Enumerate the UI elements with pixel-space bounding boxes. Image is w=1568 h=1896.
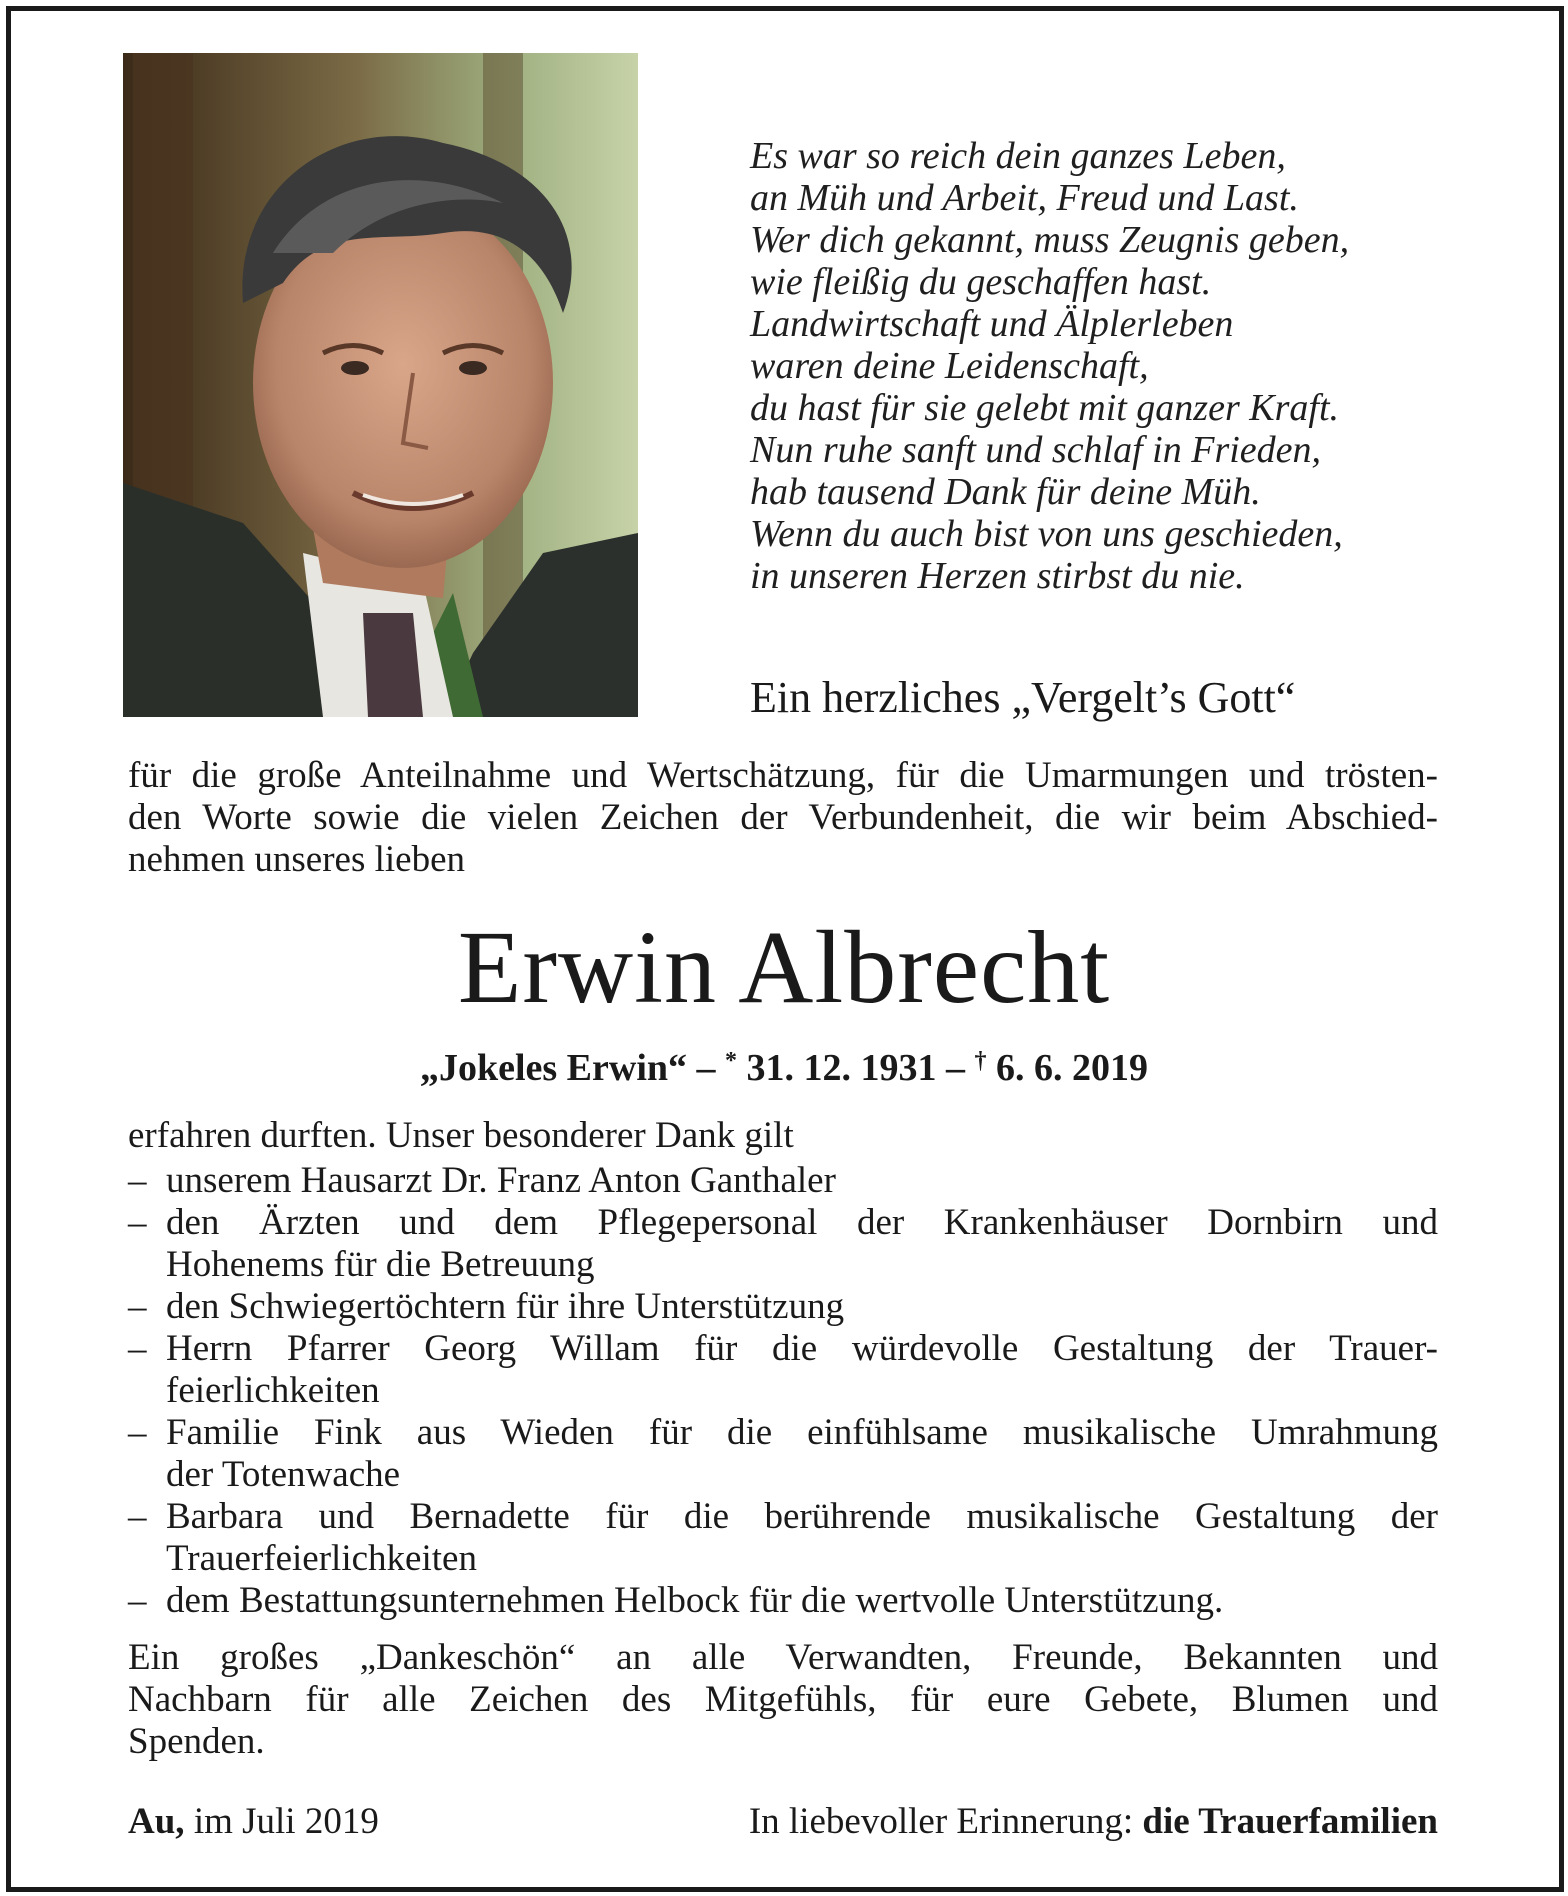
poem-line: du hast für sie gelebt mit ganzer Kraft. xyxy=(750,387,1339,429)
list-item xyxy=(128,1328,1438,1412)
intro-line: nehmen unseres lieben xyxy=(128,839,465,880)
poem-line: wie fleißig du geschaffen hast. xyxy=(750,261,1212,303)
list-item-line: Barbara und Bernadette für die berührende musikalische Gestaltung der xyxy=(166,1496,1438,1537)
thanks-heading: Ein herzliches „Vergelt’s Gott“ xyxy=(750,673,1296,722)
birth-symbol: * xyxy=(725,1048,738,1074)
poem-line: Es war so reich dein ganzes Leben, xyxy=(750,135,1286,177)
portrait-photo xyxy=(123,53,638,717)
signature xyxy=(749,1800,1438,1844)
intro-line: für die große Anteilnahme und Wertschätzung, für die Umarmungen und trösten- xyxy=(128,755,1438,796)
thanks-lead: erfahren durften. Unser besonderer Dank gilt xyxy=(128,1115,794,1156)
list-item xyxy=(128,1286,1438,1328)
list-dash: – xyxy=(128,1160,147,1201)
list-item-line: den Ärzten und dem Pflegepersonal der Krankenhäuser Dornbirn und xyxy=(166,1202,1438,1243)
list-item xyxy=(128,1160,1438,1202)
nickname: „Jokeles Erwin“ xyxy=(419,1047,688,1089)
date: im Juli 2019 xyxy=(184,1801,379,1842)
list-item-line: der Totenwache xyxy=(166,1454,401,1495)
closing-line: Ein großes „Dankeschön“ an alle Verwandten, Freunde, Bekannten und xyxy=(128,1637,1438,1678)
closing-line: Spenden. xyxy=(128,1721,265,1762)
list-item xyxy=(128,1496,1438,1580)
list-dash: – xyxy=(128,1412,147,1453)
list-item-line: den Schwiegertöchtern für ihre Unterstützung xyxy=(166,1286,845,1327)
list-dash: – xyxy=(128,1328,147,1369)
list-item-line: Herrn Pfarrer Georg Willam für die würdevolle Gestaltung der Trauer- xyxy=(166,1328,1438,1369)
poem-line: Wer dich gekannt, muss Zeugnis geben, xyxy=(750,219,1350,261)
closing-line: Nachbarn für alle Zeichen des Mitgefühls, für eure Gebete, Blumen und xyxy=(128,1679,1438,1720)
place-date xyxy=(128,1800,379,1844)
dates-separator: – xyxy=(687,1047,726,1089)
death-date: 6. 6. 2019 xyxy=(986,1047,1149,1089)
memory-label: In liebevoller Erinnerung: xyxy=(748,1801,1143,1842)
poem-line: waren deine Leidenschaft, xyxy=(750,345,1149,387)
families: die Trauerfamilien xyxy=(1142,1801,1438,1842)
place: Au, xyxy=(128,1801,185,1842)
intro-paragraph xyxy=(128,755,1438,881)
list-item-line: Trauerfeierlichkeiten xyxy=(166,1538,477,1579)
thanks-list xyxy=(128,1160,1438,1622)
dates-separator: – xyxy=(936,1047,975,1089)
list-dash: – xyxy=(128,1580,147,1621)
memorial-poem xyxy=(750,135,1450,597)
list-item xyxy=(128,1580,1438,1622)
poem-line: Landwirtschaft und Älplerleben xyxy=(750,303,1234,345)
death-symbol: † xyxy=(974,1048,987,1074)
poem-line: Nun ruhe sanft und schlaf in Frieden, xyxy=(750,429,1322,471)
list-item-line: Hohenems für die Betreuung xyxy=(166,1244,595,1285)
poem-line: hab tausend Dank für deine Müh. xyxy=(750,471,1261,513)
closing-paragraph xyxy=(128,1637,1438,1763)
list-item-line: feierlichkeiten xyxy=(166,1370,380,1411)
list-dash: – xyxy=(128,1286,147,1327)
poem-line: in unseren Herzen stirbst du nie. xyxy=(750,555,1245,597)
deceased-name: Erwin Albrecht xyxy=(457,910,1111,1025)
portrait-image xyxy=(123,53,638,717)
poem-line: an Müh und Arbeit, Freud und Last. xyxy=(750,177,1299,219)
intro-line: den Worte sowie die vielen Zeichen der Verbundenheit, die wir beim Abschied- xyxy=(128,797,1438,838)
list-item-line: dem Bestattungsunternehmen Helbock für die wertvolle Unterstützung. xyxy=(166,1580,1224,1621)
list-item-line: Familie Fink aus Wieden für die einfühlsame musikalische Umrahmung xyxy=(166,1412,1438,1453)
list-item xyxy=(128,1412,1438,1496)
list-dash: – xyxy=(128,1496,147,1537)
birth-date: 31. 12. 1931 xyxy=(737,1047,937,1089)
life-dates xyxy=(0,1037,1568,1092)
poem-line: Wenn du auch bist von uns geschieden, xyxy=(750,513,1343,555)
list-dash: – xyxy=(128,1202,147,1243)
list-item-line: unserem Hausarzt Dr. Franz Anton Ganthaler xyxy=(166,1160,836,1201)
list-item xyxy=(128,1202,1438,1286)
